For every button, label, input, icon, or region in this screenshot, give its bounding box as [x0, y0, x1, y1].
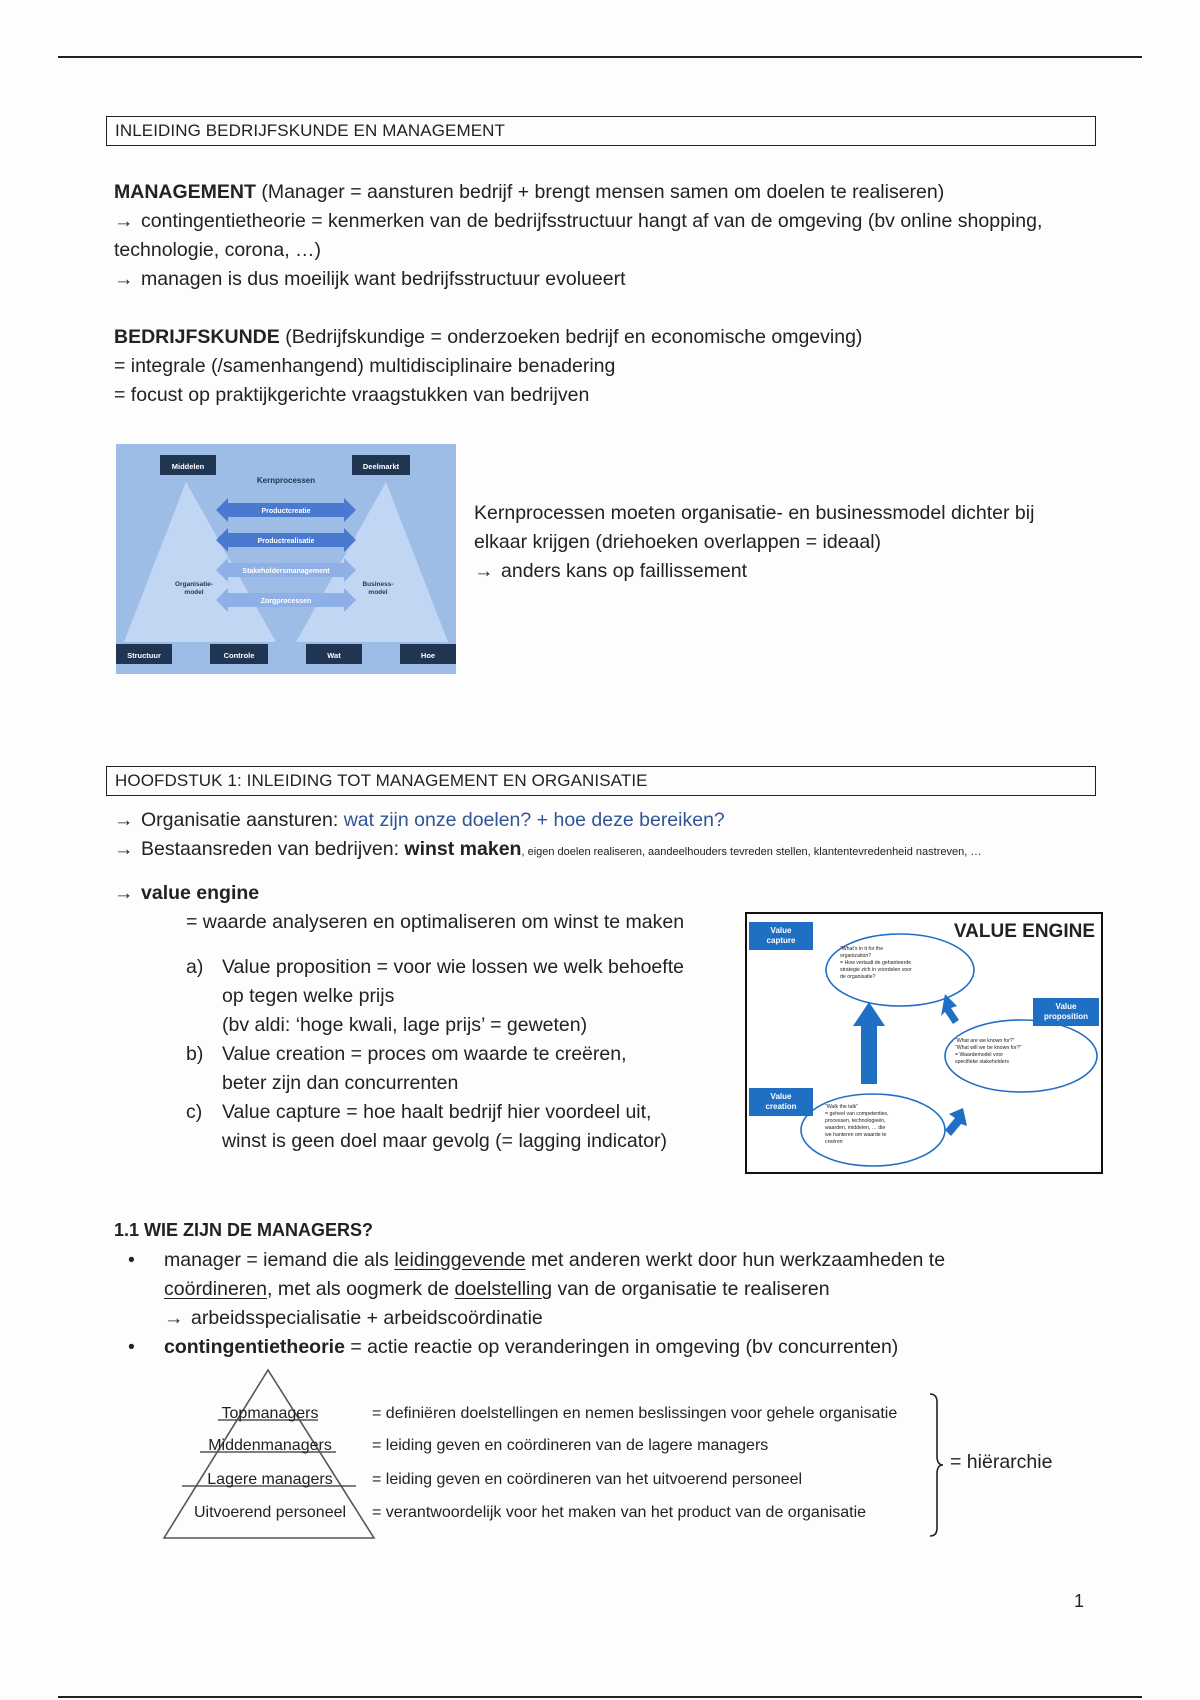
- list-line: Value proposition = voor wie lossen we welk behoefte: [222, 956, 684, 978]
- b1-mid: met anderen werkt door hun werkzaamheden te: [525, 1249, 946, 1271]
- management-block: [114, 178, 1042, 294]
- section-title-intro: [106, 116, 1096, 146]
- bullet-item: [124, 1333, 945, 1362]
- list-line: winst is geen doel maar gevolg (= lagging indicator): [222, 1130, 667, 1152]
- aansturen-questions: wat zijn onze doelen? + hoe deze bereiken?: [343, 809, 725, 831]
- bestaansreden-small: , eigen doelen realiseren, aandeelhouders tevreden stellen, klantentevredenheid nastreven, …: [521, 846, 982, 858]
- label-structuur: Structuur: [127, 651, 161, 660]
- bedrijfskunde-line1: = integrale (/samenhangend) multidisciplinaire benadering: [114, 355, 616, 377]
- b1-arrow-text: arbeidsspecialisatie + arbeidscoördinatie: [191, 1307, 543, 1329]
- caption-line1: Kernprocessen moeten organisatie- en businessmodel dichter bij: [474, 502, 1035, 524]
- section-1-1-heading: [114, 1216, 373, 1245]
- top-rule: [58, 56, 1142, 58]
- b2-text: = actie reactie op veranderingen in omgeving (bv concurrenten): [344, 1336, 899, 1358]
- caption-line2: elkaar krijgen (driehoeken overlappen = ideaal): [474, 531, 882, 553]
- label-controle: Controle: [223, 651, 255, 660]
- label-organisatiemodel: Organisatie-model: [175, 581, 213, 596]
- section-title-chapter1: [106, 766, 1096, 796]
- chapter1-title-text: HOOFDSTUK 1: INLEIDING TOT MANAGEMENT EN ORGANISATIE: [115, 771, 648, 790]
- level-desc-lower: = leiding geven en coördineren van het uitvoerend personeel: [372, 1471, 803, 1488]
- label-middelen: Middelen: [171, 462, 205, 471]
- value-engine-title: VALUE ENGINE: [953, 921, 1095, 942]
- management-term: MANAGEMENT: [114, 181, 256, 203]
- arrow-icon: →: [114, 809, 134, 831]
- bottom-rule: [58, 1696, 1142, 1698]
- creation-bubble-text: “Walk the talk” = geheel van competenties, processen, technologieën, waarden, middelen, … die we hanteren om waarde te creëren: [825, 1104, 889, 1145]
- figure-frame: [746, 913, 1102, 1173]
- level-desc-executive: = verantwoordelijk voor het maken van het product van de organisatie: [372, 1504, 867, 1521]
- list-line: Value creation = proces om waarde te creëren,: [222, 1043, 627, 1065]
- label-wat: Wat: [327, 651, 341, 660]
- capture-bubble-text: “What's in it for the organization? = How vertaalt de gehanteerde strategie zich in voordelen voor de organisatie?: [840, 946, 912, 980]
- level-desc-top: = definiëren doelstellingen en nemen beslissingen voor gehele organisatie: [372, 1405, 898, 1422]
- b1-doelstelling: doelstelling: [454, 1278, 553, 1300]
- b2-contingentietheorie: contingentietheorie: [164, 1336, 345, 1358]
- value-engine-definition: = waarde analyseren en optimaliseren om winst te maken: [186, 911, 685, 933]
- arrow-icon: →: [114, 268, 134, 290]
- caption-line3: anders kans op faillissement: [501, 560, 748, 582]
- bedrijfskunde-block: [114, 323, 862, 410]
- value-engine-heading: value engine: [141, 882, 260, 904]
- section-1-1-bullets: [124, 1246, 945, 1362]
- list-item: [186, 1098, 684, 1156]
- list-line: beter zijn dan concurrenten: [222, 1072, 459, 1094]
- page-number: 1: [1074, 1591, 1085, 1611]
- arrow-icon: →: [474, 560, 494, 582]
- level-desc-middle: = leiding geven en coördineren van de lagere managers: [372, 1437, 769, 1454]
- label-businessmodel: Business-model: [362, 581, 394, 596]
- management-point2: managen is dus moeilijk want bedrijfsstructuur evolueert: [141, 268, 626, 290]
- chapter1-intro: [114, 806, 981, 867]
- level-label-top: Topmanagers: [221, 1405, 319, 1422]
- right-brace-icon: [928, 1392, 944, 1538]
- list-letter: a): [186, 956, 204, 978]
- bullet-item: [124, 1246, 945, 1333]
- level-label-middle: Middenmanagers: [208, 1437, 332, 1454]
- capture-label: Value capture: [766, 926, 796, 945]
- proposition-label: Value proposition: [1044, 1002, 1088, 1021]
- process-label-1: Productcreatie: [261, 508, 311, 515]
- aansturen-text: Organisatie aansturen:: [141, 809, 344, 831]
- bullet-icon: •: [128, 1336, 135, 1358]
- bullet-icon: •: [128, 1249, 135, 1271]
- kernprocessen-caption: [474, 499, 1034, 586]
- label-deelmarkt: Deelmarkt: [362, 462, 400, 471]
- label-hoe: Hoe: [420, 651, 436, 660]
- list-item: [186, 1040, 684, 1098]
- bestaansreden-text: Bestaansreden van bedrijven:: [141, 838, 405, 860]
- management-point1: contingentietheorie = kenmerken van de bedrijfsstructuur hangt af van de omgeving (bv online shopping,: [141, 210, 1043, 232]
- hierarchy-label: = hiërarchie: [950, 1451, 1053, 1473]
- list-line: Value capture = hoe haalt bedrijf hier voordeel uit,: [222, 1101, 652, 1123]
- b1-mid2: , met als oogmerk de: [266, 1278, 455, 1300]
- list-line: (bv aldi: ‘hoge kwali, lage prijs’ = geweten): [222, 1014, 588, 1036]
- bedrijfskunde-term: BEDRIJFSKUNDE: [114, 326, 280, 348]
- list-item: [186, 953, 684, 1040]
- bedrijfskunde-definition: (Bedrijfskundige = onderzoeken bedrijf en economische omgeving): [279, 326, 863, 348]
- b1-pre: manager = iemand die als: [164, 1249, 395, 1271]
- creation-label: Value creation: [765, 1092, 797, 1111]
- value-engine-list: [186, 953, 684, 1156]
- level-label-executive: Uitvoerend personeel: [193, 1504, 347, 1521]
- value-engine-figure: [745, 912, 1103, 1174]
- value-engine-text: [114, 879, 684, 937]
- process-label-4: Zorgprocessen: [260, 598, 312, 605]
- arrow-icon: →: [114, 210, 134, 232]
- management-definition: (Manager = aansturen bedrijf + brengt mensen samen om doelen te realiseren): [255, 181, 945, 203]
- list-line: op tegen welke prijs: [222, 985, 395, 1007]
- b1-leidinggevende: leidinggevende: [394, 1249, 526, 1271]
- arrow-icon: →: [114, 882, 134, 904]
- winst-maken: winst maken: [404, 838, 522, 860]
- process-label-2: Productrealisatie: [257, 538, 315, 545]
- level-label-lower: Lagere managers: [207, 1471, 333, 1488]
- process-label-3: Stakeholdersmanagement: [242, 568, 330, 575]
- b1-coordineren: coördineren: [164, 1278, 267, 1300]
- proposition-bubble-text: “What are we known for?” “What will we be known for?” = Waardemodel voor specifieke stakeholders: [955, 1038, 1022, 1065]
- list-letter: b): [186, 1043, 204, 1065]
- arrow-icon: →: [114, 838, 134, 860]
- bedrijfskunde-line2: = focust op praktijkgerichte vraagstukken van bedrijven: [114, 384, 590, 406]
- b1-end: van de organisatie te realiseren: [552, 1278, 830, 1300]
- section-title-text: INLEIDING BEDRIJFSKUNDE EN MANAGEMENT: [115, 121, 506, 140]
- label-kernprocessen: Kernprocessen: [256, 476, 316, 485]
- section-1-1-heading-text: 1.1 WIE ZIJN DE MANAGERS?: [114, 1220, 374, 1240]
- arrow-icon: →: [164, 1307, 184, 1329]
- list-letter: c): [186, 1101, 203, 1123]
- management-point1-cont: technologie, corona, …): [114, 239, 322, 261]
- kernprocessen-diagram: [116, 444, 456, 674]
